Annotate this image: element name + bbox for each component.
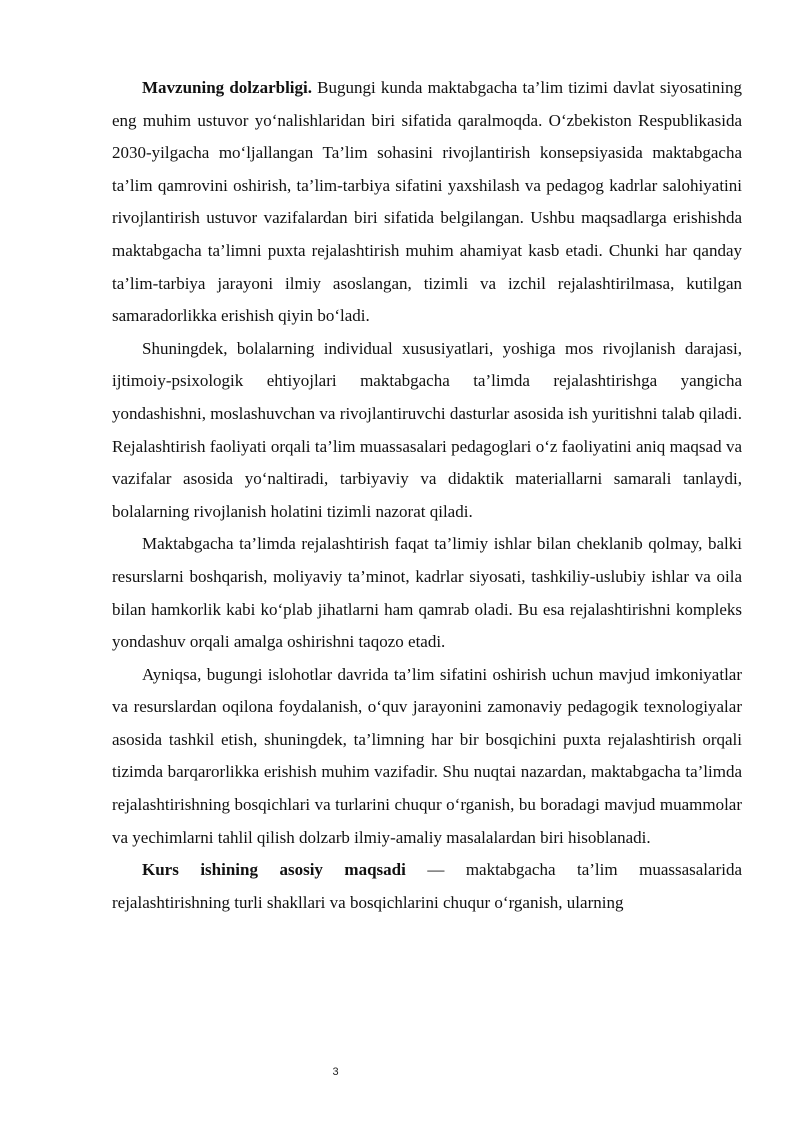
document-page xyxy=(112,72,742,919)
paragraph-text: Bugungi kunda maktabgacha ta’lim tizimi davlat siyosatining eng muhim ustuvor yo‘nalishlaridan biri sifatida qaralmoqda. O‘zbekiston Respublikasida 2030-yilgacha mo‘ljallangan Ta’lim sohasini rivojlantirish konsepsiyasida maktabgacha ta’lim qamrovini oshirish, ta’lim-tarbiya sifatini yaxshilash va pedagog kadrlar salohiyatini rivojlantirish ustuvor vazifalardan biri sifatida belgilangan. Ushbu maqsadlarga erishishda maktabgacha ta’limni puxta rejalashtirish muhim ahamiyat kasb etadi. Chunki har qanday ta’lim-tarbiya jarayoni ilmiy asoslangan, tizimli va izchil rejalashtirilmasa, kutilgan samaradorlikka erishish qiyin bo‘ladi. xyxy=(112,78,742,326)
paragraph-individual-features xyxy=(112,333,742,529)
paragraph-text: — maktabgacha ta’lim muassasalarida rejalashtirishning turli shakllari va bosqichlarini chuqur o‘rganish, ularning xyxy=(112,860,742,912)
paragraph-text: Shuningdek, bolalarning individual xususiyatlari, yoshiga mos rivojlanish darajasi, ijtimoiy-psixologik ehtiyojlari maktabgacha ta’limda rejalashtirishga yangicha yondashishni, moslashuvchan va rivojlantiruvchi dasturlar asosida ish yuritishni talab qiladi. Rejalashtirish faoliyati orqali ta’lim muassasalari pedagoglari o‘z faoliyatini aniq maqsad va vazifalar asosida yo‘naltiradi, tarbiyaviy va didaktik materiallarni samarali tanlaydi, bolalarning rivojlanish holatini tizimli nazorat qiladi. xyxy=(112,338,742,521)
paragraph-reforms xyxy=(112,659,742,855)
paragraph-lead-relevance: Mavzuning dolzarbligi. xyxy=(142,78,312,97)
paragraph-planning-scope xyxy=(112,528,742,658)
paragraph-lead-main-goal: Kurs ishining asosiy maqsadi xyxy=(142,860,406,880)
page-number: 3 xyxy=(332,1066,339,1078)
paragraph-relevance xyxy=(112,72,742,333)
paragraph-text: Ayniqsa, bugungi islohotlar davrida ta’lim sifatini oshirish uchun mavjud imkoniyatlar va resurslardan oqilona foydalanish, o‘quv jarayonini zamonaviy pedagogik texnologiyalar asosida tashkil etish, shuningdek, ta’limning har bir bosqichini puxta rejalashtirish orqali tizimda barqarorlikka erishish muhim vazifadir. Shu nuqtai nazardan, maktabgacha ta’limda rejalashtirishning bosqichlari va turlarini chuqur o‘rganish, bu boradagi mavjud muammolar va yechimlarni tahlil qilish dolzarb ilmiy-amaliy masalalardan biri hisoblanadi. xyxy=(112,664,742,847)
paragraph-main-goal xyxy=(112,854,742,919)
paragraph-text: Maktabgacha ta’limda rejalashtirish faqat ta’limiy ishlar bilan cheklanib qolmay, balki resurslarni boshqarish, moliyaviy ta’minot, kadrlar siyosati, tashkiliy-uslubiy ishlar va oila bilan hamkorlik kabi ko‘plab jihatlarni ham qamrab oladi. Bu esa rejalashtirishni kompleks yondashuv orqali amalga oshirishni taqozo etadi. xyxy=(112,534,742,652)
